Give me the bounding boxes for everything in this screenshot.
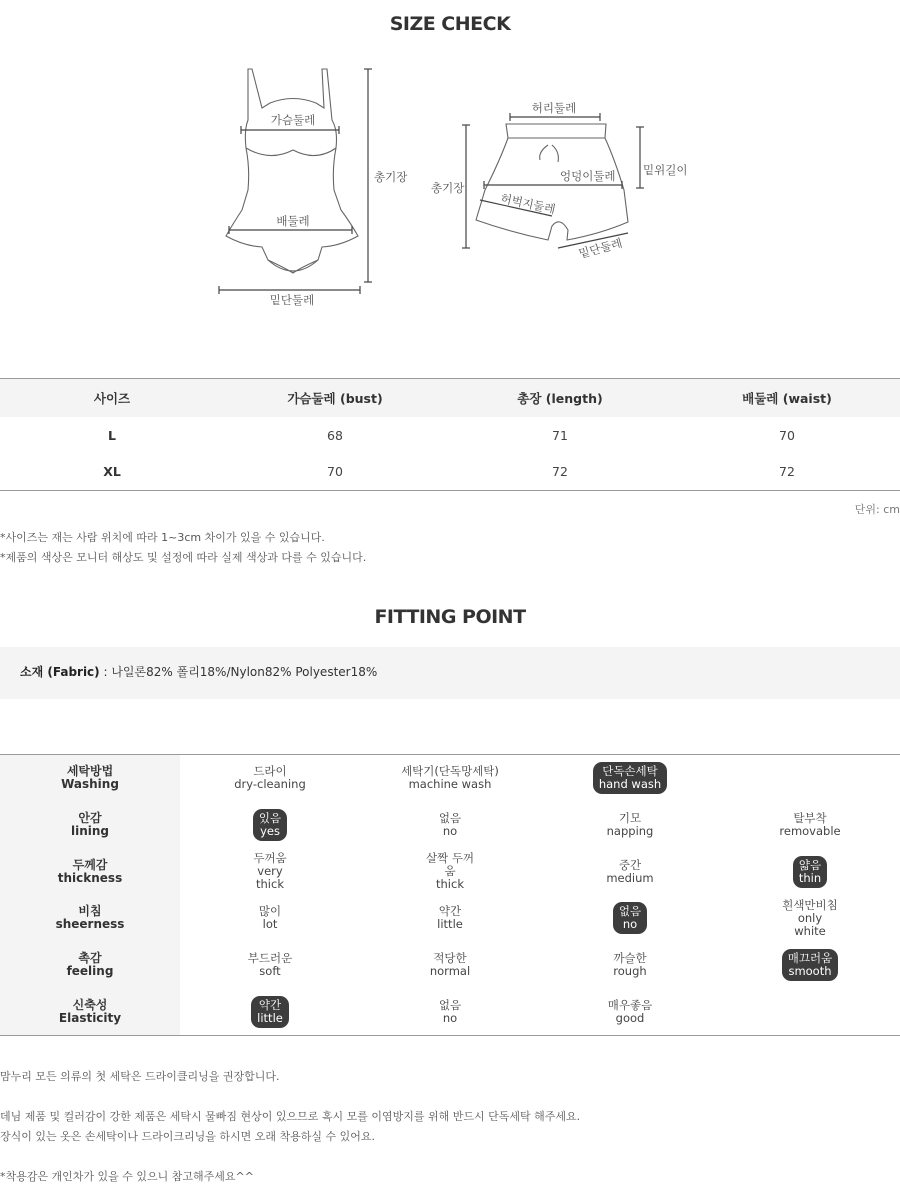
option-en: napping: [606, 824, 654, 839]
fitting-option: [360, 802, 540, 849]
option-en: little: [257, 1010, 283, 1025]
option-ko: 없음: [618, 904, 642, 919]
option-ko: 중간: [618, 857, 642, 872]
option-text: [253, 852, 286, 891]
option-text: [606, 859, 653, 885]
unit-label: 단위: cm: [854, 503, 900, 516]
size-table-header: [0, 379, 900, 417]
color-note: *제품의 색상은 모니터 해상도 및 설정에 따라 실제 색상과 다를 수 있습니다.: [0, 551, 367, 564]
label-shorts-hem: 밑단둘레: [577, 235, 624, 261]
option-text: [607, 812, 654, 838]
label-hem: 밑단둘레: [269, 293, 315, 307]
option-en: thin: [798, 870, 822, 885]
option-text: [608, 999, 652, 1025]
option-text: [234, 765, 306, 791]
fitting-row: [0, 802, 900, 849]
option-ko: 있음: [258, 811, 282, 826]
option-ko: 적당한: [433, 951, 467, 966]
fitting-row-head: [0, 942, 180, 989]
fitting-option: [180, 895, 360, 942]
label-shorts-thigh: 허벅지둘레: [499, 191, 557, 217]
option-ko: 많이: [258, 904, 282, 919]
fitting-option: [720, 848, 900, 895]
option-en: thick: [436, 877, 464, 892]
fitting-option: [180, 848, 360, 895]
fitting-option: [720, 802, 900, 849]
fitting-option: [540, 895, 720, 942]
header-bust: 가슴둘레 (bust): [287, 390, 383, 406]
fitting-option: [360, 848, 540, 895]
option-ko: 없음: [438, 997, 462, 1012]
option-text: [613, 952, 646, 978]
option-ko: 단독손세탁: [602, 764, 658, 779]
option-en: no: [442, 1010, 458, 1025]
option-en: little: [437, 917, 463, 932]
fitting-option: [180, 988, 360, 1035]
garment-diagrams: [0, 50, 900, 330]
option-ko: 탈부착: [793, 811, 827, 826]
option-en: soft: [259, 964, 281, 979]
fitting-row-head: [0, 755, 180, 802]
option-en: lot: [262, 917, 278, 932]
option-ko: 부드러운: [247, 951, 293, 966]
option-text: [439, 999, 461, 1025]
selected-option-badge: [782, 949, 838, 981]
fitting-option: [720, 895, 900, 942]
fitting-head-en: thickness: [57, 870, 123, 885]
option-en: machine wash: [408, 777, 492, 792]
option-en: normal: [429, 964, 471, 979]
fitting-head-en: Elasticity: [58, 1010, 122, 1025]
fitting-head-en: lining: [70, 824, 109, 839]
selected-option-badge: [613, 902, 647, 934]
fitting-head-ko: 안감: [78, 811, 102, 826]
fitting-head-ko: 촉감: [78, 951, 102, 966]
table-row: [0, 417, 900, 454]
care-note-denim: 데님 제품 및 컬러감이 강한 제품은 세탁시 물빠짐 현상이 있으므로 혹시 모를 이염방지를 위해 반드시 단독세탁 해주세요.: [0, 1110, 581, 1123]
cell-bust: 68: [327, 427, 343, 443]
selected-option-badge: [251, 996, 289, 1028]
header-length: 총장 (length): [517, 390, 603, 406]
option-ko: 없음: [438, 811, 462, 826]
label-bust: 가슴둘레: [270, 113, 316, 127]
fabric-label: 소재 (Fabric): [20, 665, 100, 679]
option-ko: 약간: [438, 904, 462, 919]
fabric-info: [0, 647, 900, 699]
fitting-head-en: feeling: [66, 964, 114, 979]
fitting-row: [0, 988, 900, 1035]
option-en: smooth: [788, 964, 832, 979]
option-en: hand wash: [598, 777, 662, 792]
fitting-row-head: [0, 988, 180, 1035]
fitting-option: [720, 988, 900, 1035]
option-en: dry-cleaning: [234, 777, 306, 792]
size-table: [0, 378, 900, 491]
label-shorts-rise: 밑위길이: [643, 163, 688, 177]
fitting-row: [0, 755, 900, 802]
option-ko: 기모: [618, 811, 642, 826]
fitting-option: [180, 802, 360, 849]
fitting-head-ko: 비침: [78, 904, 102, 919]
option-en: removable: [779, 824, 841, 839]
fitting-row: [0, 848, 900, 895]
fitting-option: [540, 802, 720, 849]
option-ko: 까슬한: [613, 951, 647, 966]
fitting-row: [0, 895, 900, 942]
fitting-point-title: FITTING POINT: [374, 606, 526, 628]
fitting-row: [0, 942, 900, 989]
fabric-value: : 나일론82% 폴리18%/Nylon82% Polyester18%: [99, 665, 378, 679]
fitting-head-ko: 신축성: [72, 997, 108, 1012]
cell-bust: 70: [327, 464, 343, 480]
option-ko: 흰색만비침: [782, 897, 838, 912]
option-ko: 얇음: [798, 857, 822, 872]
option-text: [779, 812, 840, 838]
cell-size: XL: [103, 464, 121, 480]
fitting-head-ko: 세탁방법: [66, 764, 114, 779]
fitting-row-head: [0, 895, 180, 942]
option-text: [259, 905, 281, 931]
option-ko: 살짝 두꺼 움: [425, 851, 475, 879]
fitting-row-head: [0, 802, 180, 849]
table-row: [0, 454, 900, 491]
option-en: no: [442, 824, 458, 839]
fitting-option: [540, 755, 720, 802]
option-en: yes: [260, 824, 280, 839]
fitting-option: [540, 942, 720, 989]
cell-waist: 70: [779, 427, 795, 443]
option-en: good: [615, 1010, 645, 1025]
option-text: [401, 765, 499, 791]
fitting-option: [360, 988, 540, 1035]
option-ko: 매끄러움: [787, 951, 833, 966]
care-note-fit: *착용감은 개인차가 있을 수 있으니 참고해주세요^^: [0, 1170, 254, 1183]
option-ko: 매우좋음: [607, 997, 653, 1012]
option-text: [430, 952, 470, 978]
care-note-dry-clean: 맘누리 모든 의류의 첫 세탁은 드라이클리닝을 권장합니다.: [0, 1070, 280, 1083]
fitting-option: [540, 988, 720, 1035]
fitting-option: [720, 942, 900, 989]
size-note: *사이즈는 재는 사람 위치에 따라 1~3cm 차이가 있을 수 있습니다.: [0, 531, 325, 544]
option-ko: 드라이: [253, 764, 287, 779]
cell-waist: 72: [779, 464, 795, 480]
fitting-row-head: [0, 848, 180, 895]
size-diagrams: [0, 50, 900, 330]
cell-size: L: [108, 427, 116, 443]
fitting-head-en: Washing: [61, 777, 119, 792]
label-shorts-waist: 허리둘레: [531, 101, 577, 115]
header-size: 사이즈: [93, 390, 131, 406]
label-shorts-hip: 엉덩이둘레: [560, 169, 616, 183]
label-length: 총기장: [374, 170, 408, 184]
fitting-option: [540, 848, 720, 895]
fitting-option: [360, 755, 540, 802]
swimsuit-measure-lines: [219, 69, 372, 294]
cell-length: 72: [552, 464, 568, 480]
label-waist: 배둘레: [276, 214, 310, 228]
size-check-title: SIZE CHECK: [389, 13, 511, 35]
fitting-option: [180, 755, 360, 802]
option-en: very thick: [256, 864, 284, 892]
fitting-option: [360, 895, 540, 942]
fitting-option: [360, 942, 540, 989]
header-waist: 배둘레 (waist): [742, 390, 832, 406]
option-text: [439, 812, 461, 838]
option-ko: 두꺼움: [253, 851, 287, 866]
option-text: [782, 899, 838, 938]
selected-option-badge: [593, 762, 667, 794]
fitting-head-ko: 두께감: [72, 857, 108, 872]
fitting-head-en: sheerness: [55, 917, 125, 932]
option-ko: 약간: [258, 997, 282, 1012]
option-text: [426, 852, 474, 891]
fitting-option: [180, 942, 360, 989]
selected-option-badge: [253, 809, 287, 841]
option-en: rough: [613, 964, 647, 979]
option-ko: 세탁기(단독망세탁): [401, 764, 499, 779]
cell-length: 71: [552, 427, 568, 443]
swimsuit-diagram: [226, 69, 358, 273]
care-note-decorations: 장식이 있는 옷은 손세탁이나 드라이크리닝을 하시면 오래 착용하실 수 있어요.: [0, 1130, 375, 1143]
fitting-table: [0, 754, 900, 1036]
option-en: only white: [794, 910, 826, 938]
option-text: [437, 905, 463, 931]
label-shorts-length: 총기장: [431, 181, 465, 195]
selected-option-badge: [793, 856, 827, 888]
option-en: medium: [606, 870, 654, 885]
fitting-option: [720, 755, 900, 802]
option-en: no: [622, 917, 638, 932]
option-text: [248, 952, 292, 978]
